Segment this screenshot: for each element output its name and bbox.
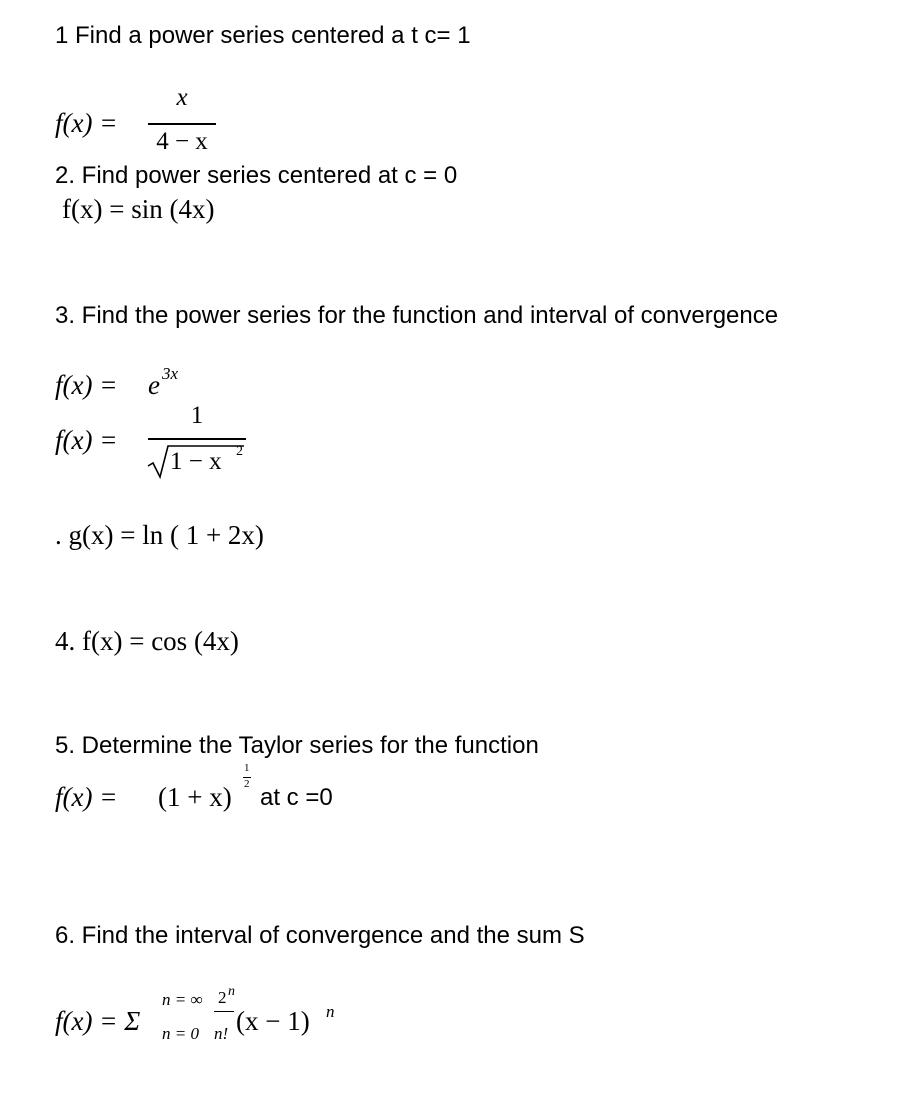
- q6-tail: (x − 1): [236, 1006, 310, 1036]
- q3-expr2-lhs: f(x) =: [55, 425, 118, 455]
- q3-expr2-numerator: 1: [190, 402, 204, 429]
- q3-expr3: . g(x) = ln ( 1 + 2x): [55, 520, 264, 550]
- q6-lower-limit: n = 0: [162, 1024, 199, 1043]
- q1-lhs: f(x) =: [55, 108, 118, 138]
- q5-exp-denominator: 2: [244, 778, 250, 790]
- q3-expr1-base: e: [148, 370, 160, 400]
- q6-upper-limit: n = ∞: [162, 990, 203, 1009]
- q1-heading: 1 Find a power series centered a t c= 1: [55, 22, 471, 49]
- q1-numerator: x: [176, 84, 188, 111]
- q3-expr1-lhs: f(x) =: [55, 370, 118, 400]
- q4-expr: 4. f(x) = cos (4x): [55, 626, 239, 656]
- q5-exp-numerator: 1: [244, 762, 250, 774]
- q3-expr2-denominator-exponent: 2: [236, 444, 243, 459]
- q5-base: (1 + x): [158, 782, 232, 812]
- q3-expr1-exponent: 3x: [162, 364, 179, 383]
- q2-heading: 2. Find power series centered at c = 0: [55, 162, 458, 189]
- q3-heading: 3. Find the power series for the function and interval of convergence: [55, 302, 779, 329]
- q5-lhs: f(x) =: [55, 782, 118, 812]
- q2-expr: f(x) = sin (4x): [62, 194, 215, 224]
- q1-fraction-bar: [148, 123, 216, 125]
- q3-expr2-denominator: 1 − x: [170, 448, 222, 475]
- q6-lhs: f(x) = Σ: [55, 1006, 141, 1036]
- q6-heading: 6. Find the interval of convergence and the sum S: [55, 922, 585, 949]
- q1-denominator: 4 − x: [156, 128, 208, 155]
- q6-frac-numerator: 2: [218, 988, 227, 1007]
- q3-expr2-fraction-bar: [148, 438, 246, 440]
- q6-frac-numerator-exponent: n: [228, 984, 235, 999]
- q6-frac-denominator: n!: [214, 1024, 229, 1043]
- q6-frac-bar: [214, 1011, 234, 1012]
- q5-suffix: at c =0: [260, 784, 333, 811]
- q5-heading: 5. Determine the Taylor series for the function: [55, 732, 539, 759]
- q6-tail-exponent: n: [326, 1002, 335, 1021]
